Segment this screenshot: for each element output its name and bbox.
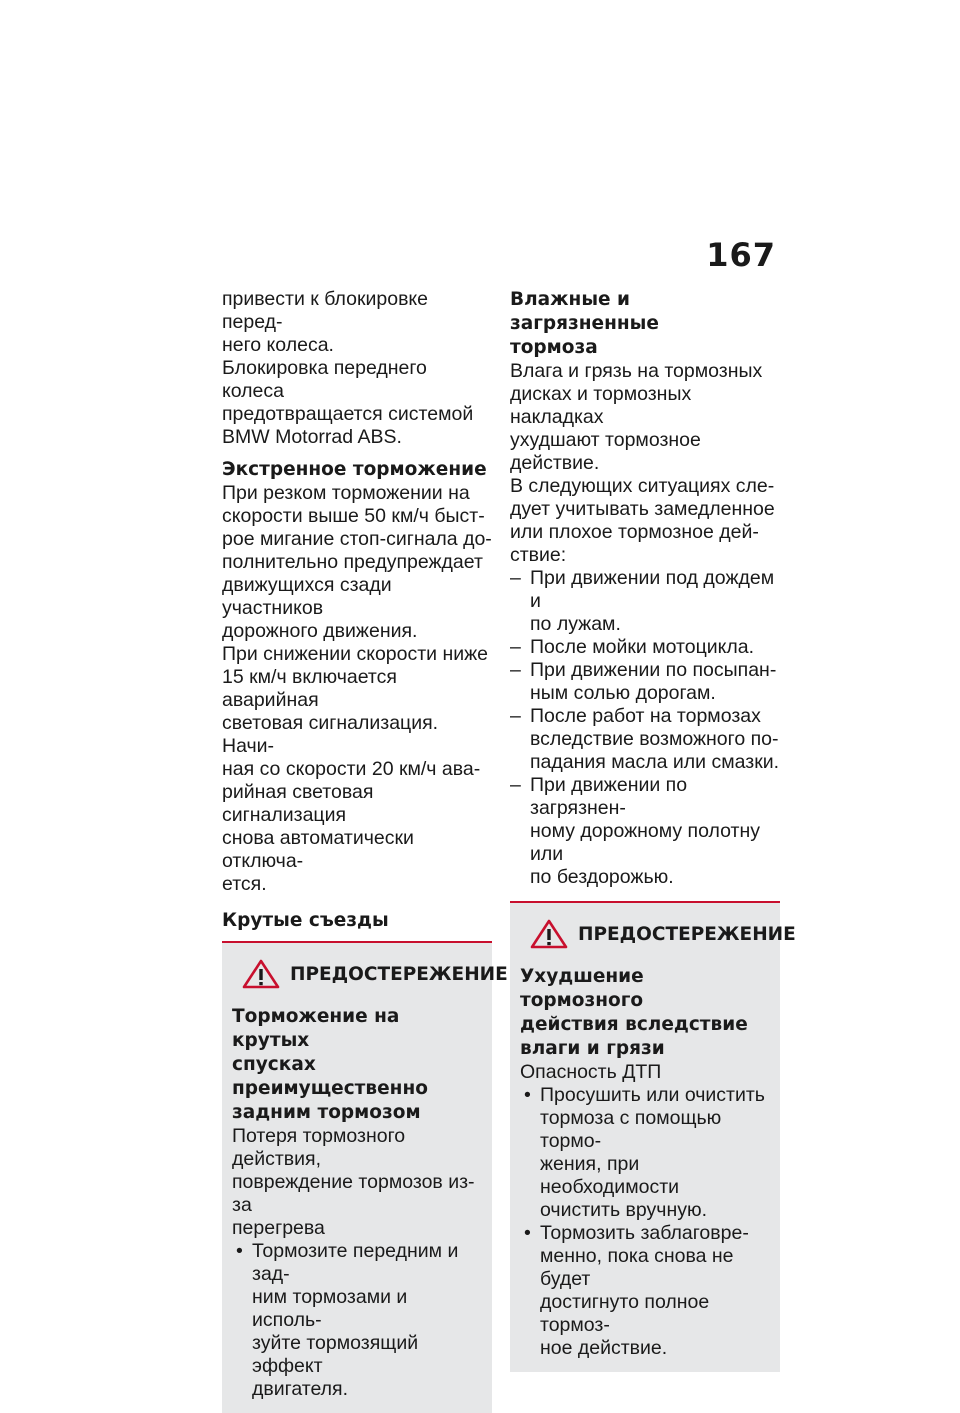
text-line: спусках преимущественно <box>232 1054 428 1099</box>
list-item <box>510 774 780 889</box>
text-line: двигателя. <box>252 1378 348 1400</box>
text-line: При движении по загрязнен- <box>530 774 688 819</box>
text-line: снова автоматически отключа- <box>222 827 414 872</box>
text-line: Блокировка переднего колеса <box>222 357 427 402</box>
warning-text <box>520 1061 770 1084</box>
paragraph-brake-light <box>222 482 492 643</box>
warning-bullet-list <box>232 1240 482 1401</box>
right-column <box>510 288 796 1372</box>
text-line: рое мигание стоп-сигнала до- <box>222 528 492 550</box>
paragraph-situations <box>510 475 780 567</box>
warning-bullet-list <box>520 1084 770 1360</box>
text-line: жения, при необходимости <box>540 1153 680 1198</box>
dash-marker: – <box>510 567 521 589</box>
situations-list <box>510 567 780 889</box>
warning-triangle-icon <box>242 959 280 989</box>
text-line: или плохое тормозное дей- <box>510 521 759 543</box>
text-line: При снижении скорости ниже <box>222 643 489 665</box>
text-line: зуйте тормозящий эффект <box>252 1332 419 1377</box>
text-line: ное действие. <box>540 1337 668 1359</box>
dash-marker: – <box>510 659 521 681</box>
warning-heading <box>520 965 770 1061</box>
text-line: привести к блокировке перед- <box>222 288 429 333</box>
text-line: Влага и грязь на тормозных <box>510 360 763 382</box>
text-line: ется. <box>222 873 267 895</box>
text-line: тормоза с помощью тормо- <box>540 1107 722 1152</box>
text-line: световая сигнализация. Начи- <box>222 712 439 757</box>
page-number: 167 <box>706 236 776 274</box>
text-line: При резком торможении на <box>222 482 470 504</box>
text-line: тормоза <box>510 337 598 358</box>
text-line: задним тормозом <box>232 1102 421 1123</box>
heading-steep-descents: Крутые съезды <box>222 910 389 931</box>
list-item <box>510 705 780 774</box>
dash-marker: – <box>510 705 521 727</box>
text-line: действия вследствие <box>520 1014 748 1035</box>
text-line: Опасность ДТП <box>520 1061 662 1083</box>
list-item <box>510 659 780 705</box>
text-line: полнительно предупреждает <box>222 551 483 573</box>
text-line: ному дорожному полотну или <box>530 820 760 865</box>
text-line: дисках и тормозных накладках <box>510 383 692 428</box>
bullet-marker: • <box>524 1222 531 1244</box>
list-item <box>510 567 780 636</box>
text-line: движущихся сзади участников <box>222 574 392 619</box>
warning-label: ПРЕДОСТЕРЕЖЕНИЕ <box>290 963 508 985</box>
warning-box-wet-brakes <box>510 903 796 1372</box>
text-line: Потеря тормозного действия, <box>232 1125 406 1170</box>
text-line: Просушить или очистить <box>540 1084 765 1106</box>
text-line: ная со скорости 20 км/ч ава- <box>222 758 481 780</box>
text-line: ным солью дорогам. <box>530 682 716 704</box>
text-line: скорости выше 50 км/ч быст- <box>222 505 485 527</box>
bullet-marker: • <box>236 1240 243 1262</box>
text-line: Тормозите передним и зад- <box>252 1240 459 1285</box>
list-item <box>520 1222 770 1360</box>
paragraph-abs-lock <box>222 288 492 357</box>
paragraph-hazard-lights <box>222 643 492 896</box>
text-line: него колеса. <box>222 334 334 356</box>
text-line: Влажные и загрязненные <box>510 289 659 334</box>
paragraph-moisture <box>510 360 780 475</box>
paragraph-abs-prevent <box>222 357 492 449</box>
dash-marker: – <box>510 774 521 796</box>
heading-wet-dirty-brakes <box>510 288 780 360</box>
list-item <box>232 1240 482 1401</box>
warning-label: ПРЕДОСТЕРЕЖЕНИЕ <box>578 923 796 945</box>
text-line: ним тормозами и исполь- <box>252 1286 408 1331</box>
text-line: При движении по посыпан- <box>530 659 777 681</box>
warning-text <box>232 1125 482 1240</box>
text-line: При движении под дождем и <box>530 567 775 612</box>
text-line: BMW Motorrad ABS. <box>222 426 402 448</box>
text-line: очистить вручную. <box>540 1199 708 1221</box>
text-line: дует учитывать замедленное <box>510 498 775 520</box>
text-line: 15 км/ч включается аварийная <box>222 666 397 711</box>
text-line: по бездорожью. <box>530 866 674 888</box>
dash-marker: – <box>510 636 521 658</box>
text-line: После работ на тормозах <box>530 705 761 727</box>
text-line: повреждение тормозов из-за <box>232 1171 475 1216</box>
list-item <box>520 1084 770 1222</box>
text-line: После мойки мотоцикла. <box>530 636 755 658</box>
text-line: рийная световая сигнализация <box>222 781 374 826</box>
text-line: Тормозить заблаговре- <box>540 1222 749 1244</box>
text-line: по лужам. <box>530 613 621 635</box>
list-item <box>510 636 780 659</box>
text-line: В следующих ситуациях сле- <box>510 475 775 497</box>
text-line: предотвращается системой <box>222 403 474 425</box>
text-line: ухудшают тормозное действие. <box>510 429 701 474</box>
bullet-marker: • <box>524 1084 531 1106</box>
warning-heading <box>232 1005 482 1125</box>
warning-box-steep-descents <box>222 943 508 1413</box>
text-line: Торможение на крутых <box>232 1006 400 1051</box>
text-line: перегрева <box>232 1217 325 1239</box>
text-line: Ухудшение тормозного <box>520 966 644 1011</box>
text-line: дорожного движения. <box>222 620 418 642</box>
text-line: менно, пока снова не будет <box>540 1245 734 1290</box>
warning-triangle-icon <box>530 919 568 949</box>
text-line: падания масла или смазки. <box>530 751 780 773</box>
text-line: влаги и грязи <box>520 1038 665 1059</box>
text-line: ствие: <box>510 544 567 566</box>
heading-emergency-braking: Экстренное торможение <box>222 459 487 480</box>
text-line: достигнуто полное тормоз- <box>540 1291 710 1336</box>
left-column <box>222 288 508 1413</box>
text-line: вследствие возможного по- <box>530 728 779 750</box>
